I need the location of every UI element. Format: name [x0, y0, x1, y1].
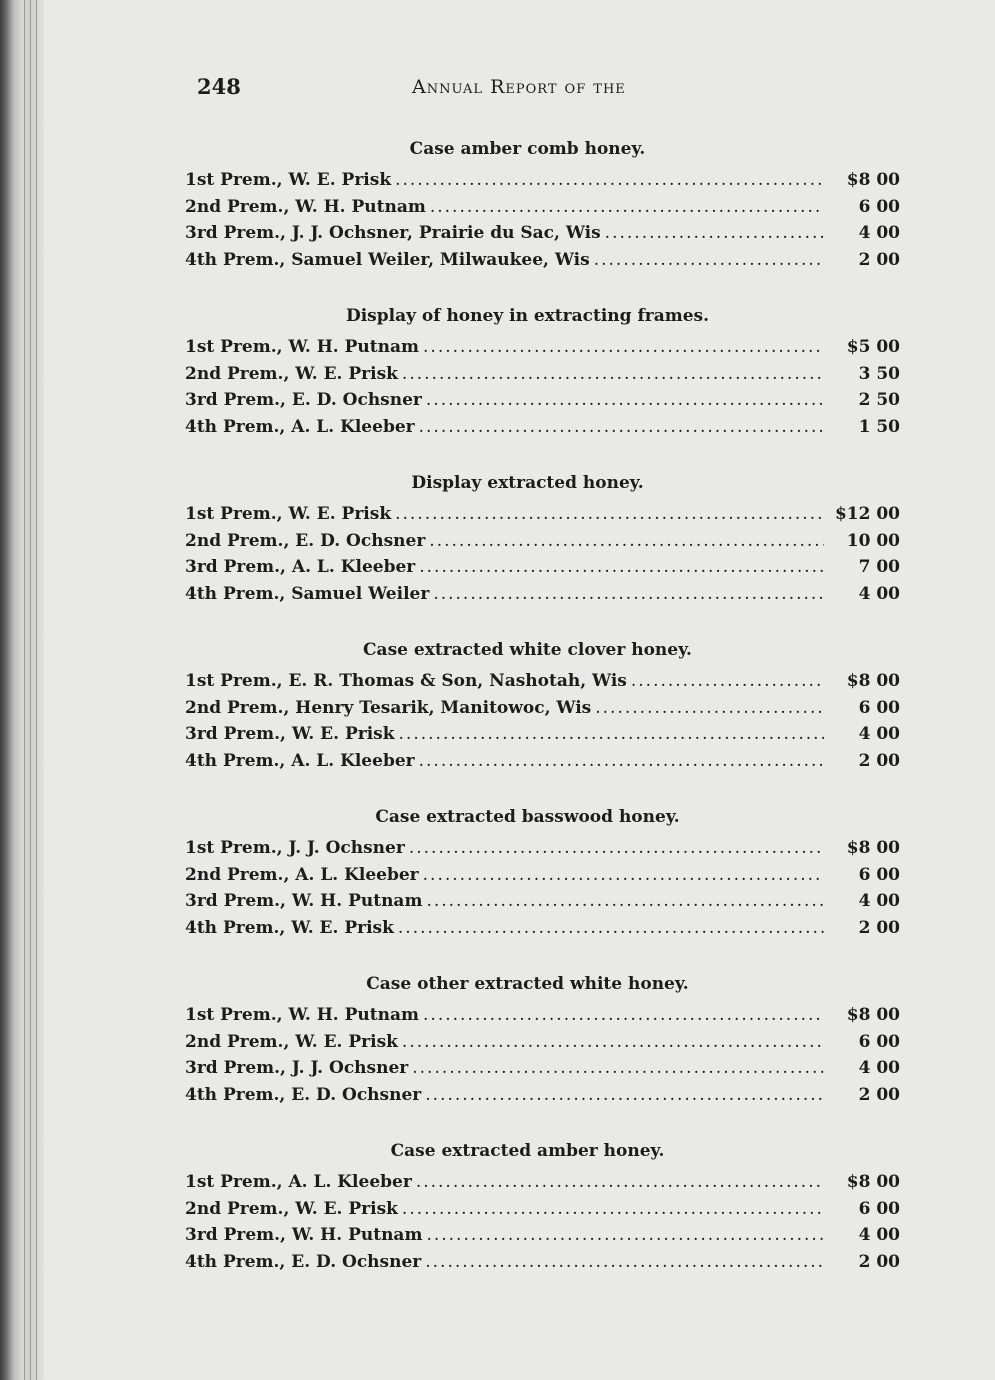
premium-amount: $8 00 — [846, 1172, 900, 1192]
premium-amount: $8 00 — [846, 838, 900, 858]
running-head: Annual Report of the — [412, 76, 626, 98]
dot-leader — [398, 918, 824, 938]
premium-amount: 6 00 — [858, 864, 900, 885]
dot-leader — [412, 1058, 824, 1078]
premium-amount: $8 00 — [846, 170, 900, 190]
premium-amount: 4 00 — [858, 223, 900, 244]
premium-amount: 7 00 — [858, 557, 900, 578]
dot-leader — [426, 390, 824, 410]
dot-leader — [426, 891, 824, 911]
premium-label: 1st Prem., J. J. Ochsner — [185, 838, 405, 858]
premium-label: 4th Prem., W. E. Prisk — [185, 917, 394, 938]
premium-row — [185, 498, 900, 525]
premium-amount: 4 00 — [858, 1058, 900, 1079]
dot-leader — [631, 671, 824, 691]
page-header — [0, 74, 995, 104]
premium-label: 3rd Prem., A. L. Kleeber — [185, 557, 416, 578]
dot-leader — [423, 865, 824, 885]
premium-label: 3rd Prem., W. H. Putnam — [185, 891, 423, 912]
premium-row — [185, 244, 900, 271]
premium-row — [185, 525, 900, 552]
premium-amount: 6 00 — [858, 1198, 900, 1219]
dot-leader — [426, 1225, 824, 1245]
premium-row — [185, 578, 900, 605]
premium-row — [185, 551, 900, 578]
premium-amount: 6 00 — [858, 1031, 900, 1052]
premium-section — [185, 301, 900, 437]
dot-leader — [605, 223, 824, 243]
premium-row — [185, 692, 900, 719]
section-title: Case extracted basswood honey. — [375, 807, 680, 827]
dot-leader — [425, 1252, 824, 1272]
premium-row — [185, 665, 900, 692]
page-number: 248 — [197, 74, 241, 99]
dot-leader — [395, 504, 824, 524]
premium-row — [185, 331, 900, 358]
premium-row — [185, 1166, 900, 1193]
premium-row — [185, 1246, 900, 1273]
dot-leader — [395, 170, 824, 190]
premium-label: 2nd Prem., Henry Tesarik, Manitowoc, Wis — [185, 697, 592, 718]
premium-row — [185, 1079, 900, 1106]
dot-leader — [402, 1032, 824, 1052]
premium-label: 3rd Prem., J. J. Ochsner — [185, 1058, 409, 1079]
premium-amount: 2 00 — [858, 1084, 900, 1105]
premium-amount: 4 00 — [858, 1225, 900, 1246]
premium-section — [185, 134, 900, 270]
premium-row — [185, 411, 900, 438]
premium-amount: 4 00 — [858, 724, 900, 745]
dot-leader — [402, 1199, 824, 1219]
premium-row — [185, 358, 900, 385]
premium-label: 3rd Prem., J. J. Ochsner, Prairie du Sac, Wis — [185, 223, 601, 244]
premium-amount: 2 50 — [858, 390, 900, 411]
dot-leader — [409, 838, 824, 858]
premium-amount: 2 00 — [858, 917, 900, 938]
premium-row — [185, 1193, 900, 1220]
premium-amount: 4 00 — [858, 583, 900, 604]
premium-label: 4th Prem., Samuel Weiler, Milwaukee, Wis — [185, 249, 590, 270]
premium-label: 1st Prem., A. L. Kleeber — [185, 1172, 412, 1192]
premium-label: 4th Prem., Samuel Weiler — [185, 583, 430, 604]
dot-leader — [419, 557, 824, 577]
premium-row — [185, 191, 900, 218]
premium-label: 2nd Prem., A. L. Kleeber — [185, 864, 419, 885]
premium-row — [185, 1026, 900, 1053]
section-title: Case extracted amber honey. — [390, 1141, 665, 1161]
dot-leader — [399, 724, 824, 744]
premium-label: 3rd Prem., W. H. Putnam — [185, 1225, 423, 1246]
premium-row — [185, 164, 900, 191]
premium-row — [185, 885, 900, 912]
premium-row — [185, 859, 900, 886]
premium-row — [185, 384, 900, 411]
dot-leader — [433, 584, 824, 604]
premium-label: 1st Prem., W. E. Prisk — [185, 504, 392, 524]
dot-leader — [423, 337, 824, 357]
premium-row — [185, 1052, 900, 1079]
premium-amount: $12 00 — [834, 504, 900, 524]
premium-label: 4th Prem., E. D. Ochsner — [185, 1084, 422, 1105]
premium-section — [185, 468, 900, 604]
premium-label: 1st Prem., W. H. Putnam — [185, 1005, 420, 1025]
dot-leader — [595, 698, 824, 718]
premium-amount: 10 00 — [846, 530, 900, 551]
premium-amount: $8 00 — [846, 671, 900, 691]
premium-amount: $8 00 — [846, 1005, 900, 1025]
dot-leader — [430, 197, 824, 217]
premium-label: 2nd Prem., W. H. Putnam — [185, 196, 426, 217]
premium-amount: 2 00 — [858, 249, 900, 270]
premium-section — [185, 1136, 900, 1272]
dot-leader — [402, 364, 824, 384]
premium-amount: 1 50 — [858, 416, 900, 437]
premium-label: 1st Prem., W. E. Prisk — [185, 170, 392, 190]
premium-amount: 3 50 — [858, 363, 900, 384]
premium-label: 4th Prem., A. L. Kleeber — [185, 416, 415, 437]
section-title: Case amber comb honey. — [409, 139, 646, 159]
premium-label: 4th Prem., E. D. Ochsner — [185, 1251, 422, 1272]
premium-label: 2nd Prem., W. E. Prisk — [185, 1031, 398, 1052]
dot-leader — [425, 1085, 824, 1105]
premium-amount: 6 00 — [858, 697, 900, 718]
premium-label: 4th Prem., A. L. Kleeber — [185, 750, 415, 771]
premium-label: 3rd Prem., W. E. Prisk — [185, 724, 395, 745]
premium-section — [185, 802, 900, 938]
premium-label: 2nd Prem., E. D. Ochsner — [185, 530, 426, 551]
premium-section — [185, 969, 900, 1105]
premium-label: 2nd Prem., W. E. Prisk — [185, 1198, 398, 1219]
premium-row — [185, 217, 900, 244]
dot-leader — [419, 751, 824, 771]
premium-row — [185, 1219, 900, 1246]
premium-row — [185, 912, 900, 939]
section-title: Display extracted honey. — [411, 473, 644, 493]
premium-section — [185, 635, 900, 771]
premium-row — [185, 832, 900, 859]
premium-amount: 2 00 — [858, 750, 900, 771]
dot-leader — [419, 417, 824, 437]
section-title: Display of honey in extracting frames. — [345, 306, 710, 326]
section-title: Case other extracted white honey. — [366, 974, 689, 994]
premium-amount: 4 00 — [858, 891, 900, 912]
dot-leader — [416, 1172, 824, 1192]
premium-row — [185, 718, 900, 745]
premium-amount: 2 00 — [858, 1251, 900, 1272]
premium-label: 1st Prem., W. H. Putnam — [185, 337, 420, 357]
premium-label: 3rd Prem., E. D. Ochsner — [185, 390, 422, 411]
dot-leader — [429, 531, 824, 551]
dot-leader — [423, 1005, 824, 1025]
premium-amount: 6 00 — [858, 196, 900, 217]
premium-label: 1st Prem., E. R. Thomas & Son, Nashotah, Wis — [185, 671, 627, 691]
premium-row — [185, 999, 900, 1026]
premium-amount: $5 00 — [846, 337, 900, 357]
premium-label: 2nd Prem., W. E. Prisk — [185, 363, 398, 384]
premium-row — [185, 745, 900, 772]
dot-leader — [594, 250, 824, 270]
section-title: Case extracted white clover honey. — [363, 640, 692, 660]
